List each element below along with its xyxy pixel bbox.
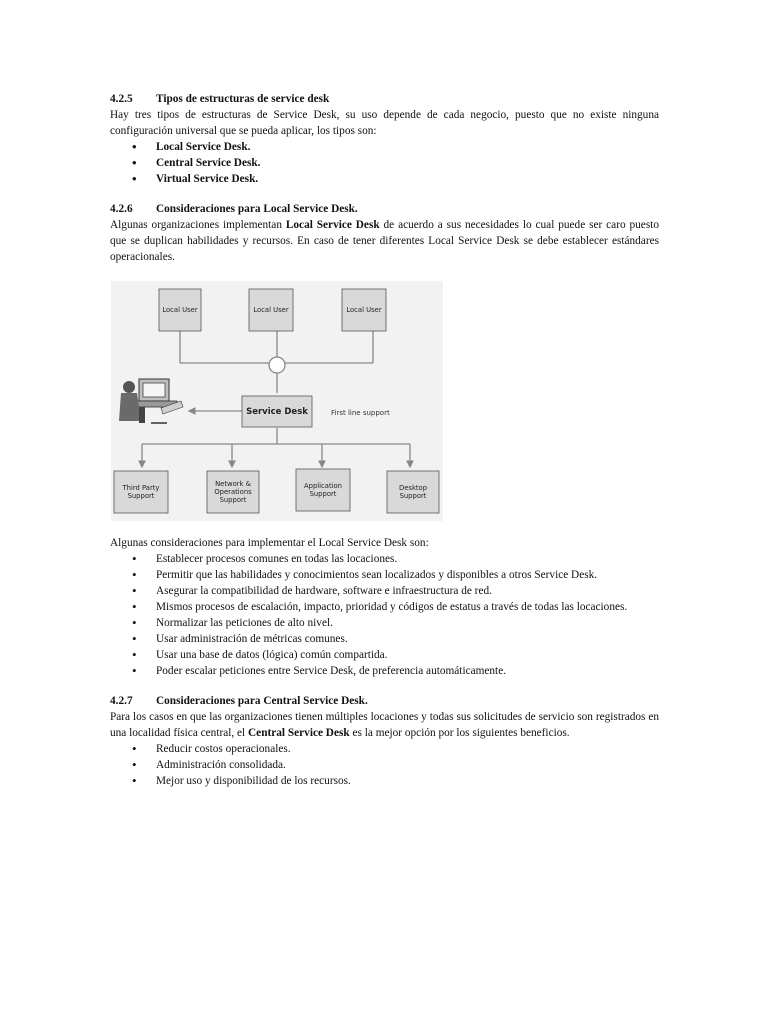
local-considerations-list bbox=[110, 551, 659, 679]
list-item: • Usar administración de métricas comunes. bbox=[110, 631, 659, 647]
document-page bbox=[110, 91, 659, 789]
service-desk-label: Service Desk bbox=[246, 406, 308, 417]
hub-circle bbox=[269, 357, 285, 373]
list-item: • Reducir costos operacionales. bbox=[110, 741, 659, 757]
section-intro: Hay tres tipos de estructuras de Service Desk, su uso depende de cada negocio, puesto que no existe ninguna configuración universal que se pueda aplicar, los tipos son: bbox=[110, 109, 659, 137]
central-benefits-list bbox=[110, 741, 659, 789]
intro-text: de acuerdo a sus necesidades lo cual puede ser caro puesto que se duplican habilidades y recursos. En caso de tener diferentes Local Service Desk se debe establecer estándares operacionales. bbox=[110, 219, 659, 263]
considerations-intro: Algunas consideraciones para implementar el Local Service Desk son: bbox=[110, 537, 429, 549]
list-item: • Central Service Desk. bbox=[110, 155, 659, 171]
section-heading-4-2-7 bbox=[110, 693, 659, 709]
section-intro bbox=[110, 709, 659, 741]
support-agent-icon bbox=[119, 379, 183, 423]
section-heading-4-2-5 bbox=[110, 91, 659, 107]
service-desk-types-list bbox=[110, 139, 659, 187]
local-service-desk-diagram bbox=[111, 281, 443, 521]
list-item: • Establecer procesos comunes en todas las locaciones. bbox=[110, 551, 659, 567]
intro-text: Para los casos en que las organizaciones tienen múltiples locaciones y todas sus solicitudes de servicio son registrados en una localidad física central, el bbox=[110, 711, 659, 739]
section-intro bbox=[110, 217, 659, 265]
intro-text: Algunas organizaciones implementan bbox=[110, 219, 286, 231]
support-label: Third Party Support bbox=[122, 484, 160, 500]
list-item: • Asegurar la compatibilidad de hardware, software e infraestructura de red. bbox=[110, 583, 659, 599]
support-label: Application Support bbox=[304, 482, 342, 498]
list-item: • Administración consolidada. bbox=[110, 757, 659, 773]
support-label: Network & Operations Support bbox=[214, 480, 252, 504]
section-number: 4.2.7 bbox=[110, 695, 133, 707]
list-item: • Poder escalar peticiones entre Service Desk, de preferencia automáticamente. bbox=[110, 663, 659, 679]
section-title: Consideraciones para Local Service Desk. bbox=[156, 203, 358, 215]
list-item: • Mismos procesos de escalación, impacto, prioridad y códigos de estatus a través de todas las locaciones. bbox=[110, 599, 659, 615]
intro-bold-term: Local Service Desk bbox=[285, 219, 380, 231]
user-label: Local User bbox=[346, 306, 382, 314]
list-item: • Permitir que las habilidades y conocimientos sean localizados y disponibles a otros Service Desk. bbox=[110, 567, 659, 583]
list-item: • Local Service Desk. bbox=[110, 139, 659, 155]
section-number: 4.2.5 bbox=[110, 93, 133, 105]
list-item: • Mejor uso y disponibilidad de los recursos. bbox=[110, 773, 659, 789]
section-title: Tipos de estructuras de service desk bbox=[156, 93, 330, 105]
user-label: Local User bbox=[253, 306, 289, 314]
section-number: 4.2.6 bbox=[110, 203, 133, 215]
user-label: Local User bbox=[162, 306, 198, 314]
first-line-support-label: First line support bbox=[331, 409, 390, 417]
support-label: Desktop Support bbox=[398, 484, 428, 500]
section-title: Consideraciones para Central Service Desk. bbox=[156, 695, 368, 707]
intro-bold-term: Central Service Desk bbox=[248, 727, 350, 739]
section-heading-4-2-6 bbox=[110, 201, 659, 217]
intro-text: es la mejor opción por los siguientes beneficios. bbox=[349, 727, 570, 739]
list-item: • Normalizar las peticiones de alto nivel. bbox=[110, 615, 659, 631]
list-item: • Usar una base de datos (lógica) común compartida. bbox=[110, 647, 659, 663]
list-item: • Virtual Service Desk. bbox=[110, 171, 659, 187]
